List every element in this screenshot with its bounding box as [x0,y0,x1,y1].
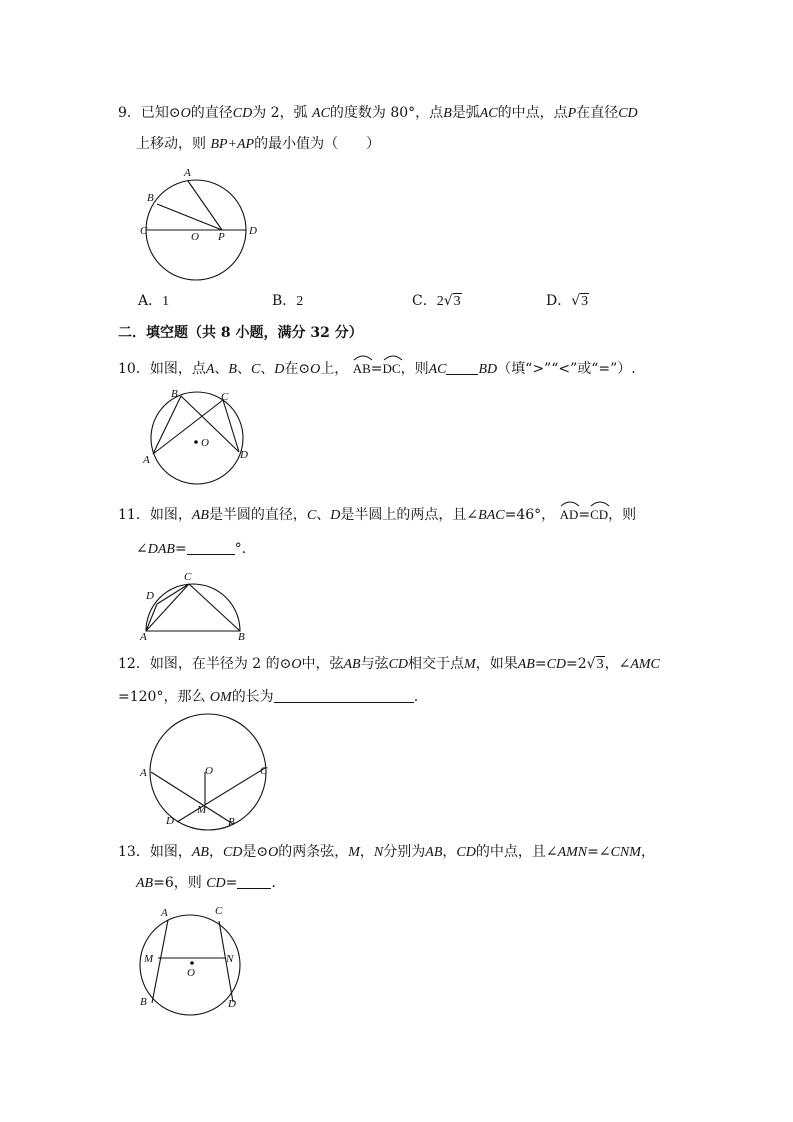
svg-text:C: C [140,225,148,237]
svg-text:O: O [201,437,209,449]
q11-figure [138,568,258,643]
q11-line1: 11．如图，AB是半圆的直径，C、D是半圆上的两点，且∠BAC=46°， AD= CD，则 [118,506,636,525]
svg-text:D: D [240,449,248,461]
q13-answer-blank [237,874,271,889]
q9-option-a: A．1 [138,293,170,309]
q9-line1: 9．已知⊙O的直径CD为 2，弧 AC的度数为 80°，点B是弧AC的中点，点P在直径CD [118,105,638,121]
svg-text:A: A [140,631,147,643]
svg-text:N: N [226,953,234,965]
q10-line: 10．如图，点A、B、C、D在⊙O上， AB= DC，则AC BD（填“>”“<”或“=”）. [118,360,636,379]
arc-ab: AB [353,360,371,378]
q13-line1: 13．如图，AB，CD是⊙O的两条弦，M，N分别为AB，CD的中点，且∠AMN=∠CNM， [118,844,655,860]
svg-text:D: D [166,815,174,827]
q9-line2: 上移动，则 BP+AP的最小值为（ ） [136,136,381,152]
svg-text:B: B [171,388,178,400]
svg-text:D: D [249,225,257,237]
q12-answer-blank [274,688,414,703]
q10-answer-blank [446,360,478,375]
svg-text:A: A [140,767,147,779]
svg-text:C: C [215,905,223,917]
svg-text:A: A [143,454,150,466]
q13-figure [135,902,265,1017]
section-title: 二．填空题（共 8 小题，满分 32 分） [118,325,363,341]
svg-text:D: D [146,590,154,602]
svg-text:O: O [205,765,213,777]
svg-text:B: B [228,816,235,828]
svg-text:C: C [184,571,192,583]
svg-text:P: P [218,231,225,243]
q12-figure [135,716,275,834]
svg-text:A: A [161,907,168,919]
svg-text:B: B [147,192,154,204]
arc-ad: AD [560,506,579,524]
arc-dc: DC [383,360,401,378]
q9-option-b: B．2 [272,293,304,309]
svg-text:M: M [144,953,154,965]
svg-text:B: B [238,631,245,643]
svg-text:C: C [260,765,268,777]
q9-option-c: C．2√3 [412,293,461,309]
q9-option-d: D．√3 [546,293,589,309]
q12-line1: 12．如图，在半径为 2 的⊙O中，弦AB与弦CD相交于点M，如果AB=CD=2√3，∠AMC [118,656,660,672]
svg-text:C: C [221,391,229,403]
q10-figure [135,388,255,493]
q11-answer-blank [187,540,235,555]
svg-text:A: A [184,167,191,179]
q9-figure [130,160,270,285]
q12-line2: =120°，那么 OM的长为 . [118,689,419,705]
arc-cd: CD [590,506,608,524]
svg-text:O: O [187,967,195,979]
svg-text:M: M [197,804,207,816]
svg-text:D: D [228,998,236,1010]
q11-line2: ∠DAB= °． [136,541,256,557]
svg-text:B: B [140,996,147,1008]
q13-line2: AB=6，则 CD= . [136,875,276,891]
svg-text:O: O [191,231,199,243]
